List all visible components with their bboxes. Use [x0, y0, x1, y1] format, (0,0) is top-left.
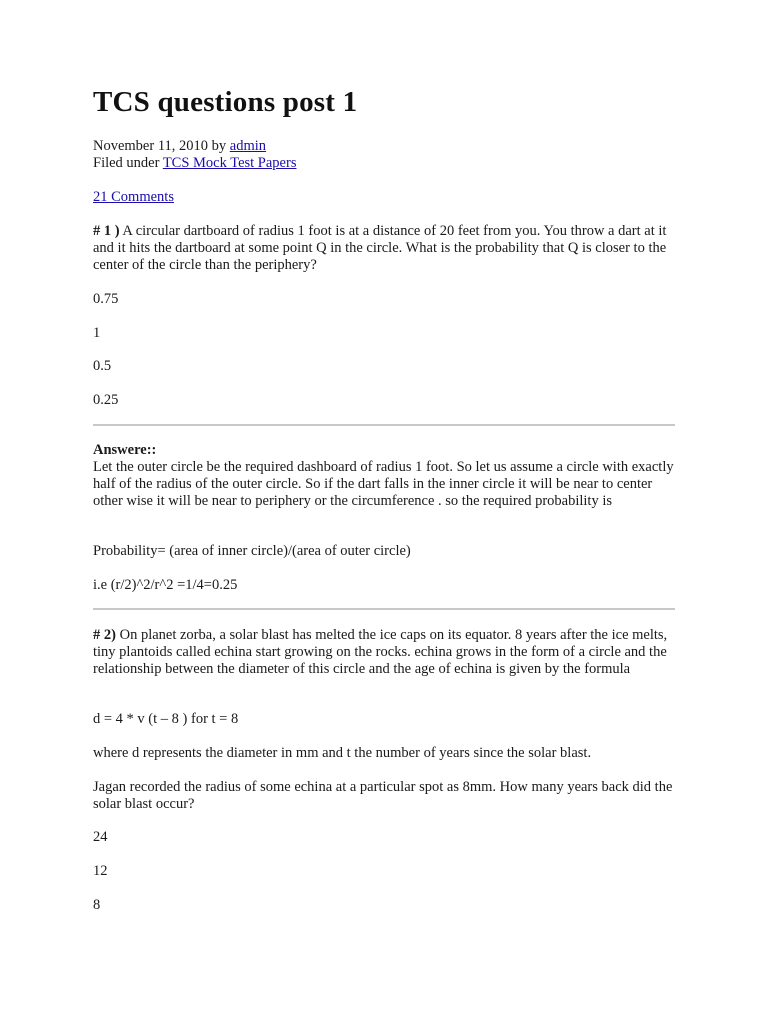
question-1-text: A circular dartboard of radius 1 foot is at a distance of 20 feet from you. You throw a dart at it and it hits the dartboard at some point Q in the circle. What is the probability that Q is closer to the center of the circle than the periphery?	[93, 223, 667, 273]
author-link[interactable]: admin	[229, 138, 267, 154]
question-2-formula: d = 4 * v (t – 8 ) for t = 8	[93, 711, 239, 727]
question-2-number: # 2)	[93, 627, 116, 643]
question-1-number: # 1 )	[93, 223, 120, 239]
answer-ie-line: i.e (r/2)^2/r^2 =1/4=0.25	[93, 577, 238, 593]
page-title: TCS questions post 1	[93, 86, 358, 118]
post-category-line	[93, 155, 296, 172]
divider	[93, 424, 675, 426]
question-2-option: 8	[93, 897, 101, 913]
filed-under-label: Filed under	[93, 155, 163, 171]
divider	[93, 608, 675, 610]
answer-1	[93, 442, 675, 510]
post-meta	[93, 138, 296, 172]
question-2	[93, 627, 675, 678]
category-link[interactable]: TCS Mock Test Papers	[162, 155, 297, 171]
question-2-option: 24	[93, 829, 108, 845]
question-1-option: 1	[93, 325, 101, 341]
answer-heading: Answere::	[93, 442, 157, 458]
comments-line	[93, 189, 174, 206]
question-2-option: 12	[93, 863, 108, 879]
question-1	[93, 223, 675, 274]
comments-link[interactable]: 21 Comments	[93, 189, 174, 205]
question-1-option: 0.25	[93, 392, 119, 408]
post-date-line	[93, 138, 296, 155]
question-1-option: 0.5	[93, 358, 112, 374]
answer-probability-line: Probability= (area of inner circle)/(area of outer circle)	[93, 543, 411, 559]
post-date: November 11, 2010 by	[93, 138, 230, 154]
question-2-text: On planet zorba, a solar blast has melted the ice caps on its equator. 8 years after the ice melts, tiny plantoids called echina start growing on the rocks. echina grows in the form of a circle and the relationship between the diameter of this circle and the age of echina is given by the formula	[93, 627, 668, 677]
question-1-option: 0.75	[93, 291, 119, 307]
question-2-where: where d represents the diameter in mm and t the number of years since the solar blast.	[93, 745, 592, 761]
answer-1-text: Let the outer circle be the required dashboard of radius 1 foot. So let us assume a circle with exactly half of the radius of the outer circle. So if the dart falls in the inner circle it will be near to center other wise it will be near to periphery or the circumference . so the required probability is	[93, 459, 674, 509]
question-2-question: Jagan recorded the radius of some echina at a particular spot as 8mm. How many years back did the solar blast occur?	[93, 779, 673, 812]
